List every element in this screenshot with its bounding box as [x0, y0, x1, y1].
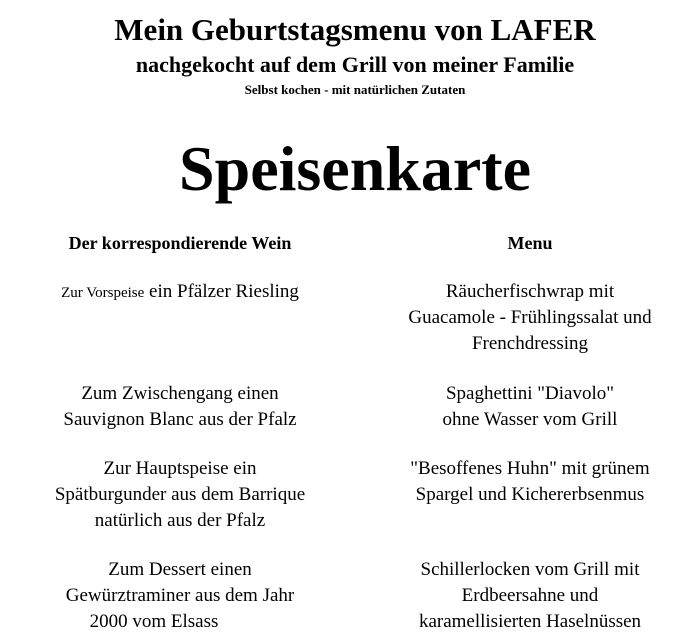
menu-column-header: Menu: [507, 233, 553, 253]
menu-course-4: [360, 557, 700, 635]
wine-line: [0, 279, 360, 306]
menu-line: Erdbeersahne und: [461, 585, 599, 606]
page-tagline: Selbst kochen - mit natürlichen Zutaten: [244, 82, 466, 97]
wine-course-3: [0, 456, 360, 534]
wine-line: Sauvignon Blanc aus der Pfalz: [63, 409, 297, 430]
wine-line: Spätburgunder aus dem Barrique: [54, 484, 306, 505]
course-prefix: Zur Vorspeise: [61, 285, 145, 301]
wine-course-4: [0, 557, 360, 635]
page-subtitle: nachgekocht auf dem Grill von meiner Familie: [135, 52, 575, 77]
menu-line: Guacamole - Frühlingssalat und: [408, 307, 652, 328]
menu-line: Spargel und Kichererbsenmus: [415, 484, 645, 505]
wine-line: Gewürztraminer aus dem Jahr: [65, 585, 295, 606]
wine-line: Zum Dessert einen: [108, 559, 252, 580]
page-title: Mein Geburtstagsmenu von LAFER: [114, 12, 596, 47]
menu-line: ohne Wasser vom Grill: [442, 409, 618, 430]
wine-line: 2000 vom Elsass: [89, 611, 219, 632]
wine-course-1: [0, 279, 360, 306]
menu-line: Schillerlocken vom Grill mit: [420, 559, 640, 580]
menu-line: Räucherfischwrap mit: [445, 281, 615, 302]
menu-heading: Speisenkarte: [179, 133, 531, 204]
menu-line: Spaghettini "Diavolo": [445, 383, 615, 404]
wine-course-2: [0, 381, 360, 433]
menu-course-3: [360, 456, 700, 508]
wine-column-header: Der korrespondierende Wein: [68, 233, 292, 253]
menu-course-2: [360, 381, 700, 433]
menu-course-1: [360, 279, 700, 357]
wine-line: natürlich aus der Pfalz: [94, 510, 266, 531]
menu-line: Frenchdressing: [471, 333, 589, 354]
menu-line: karamellisierten Haselnüssen: [418, 611, 642, 632]
menu-line: "Besoffenes Huhn" mit grünem: [410, 458, 650, 479]
wine-line: Zum Zwischengang einen: [81, 383, 279, 404]
wine-text: ein Pfälzer Riesling: [149, 281, 299, 302]
wine-line: Zur Hauptspeise ein: [103, 458, 257, 479]
